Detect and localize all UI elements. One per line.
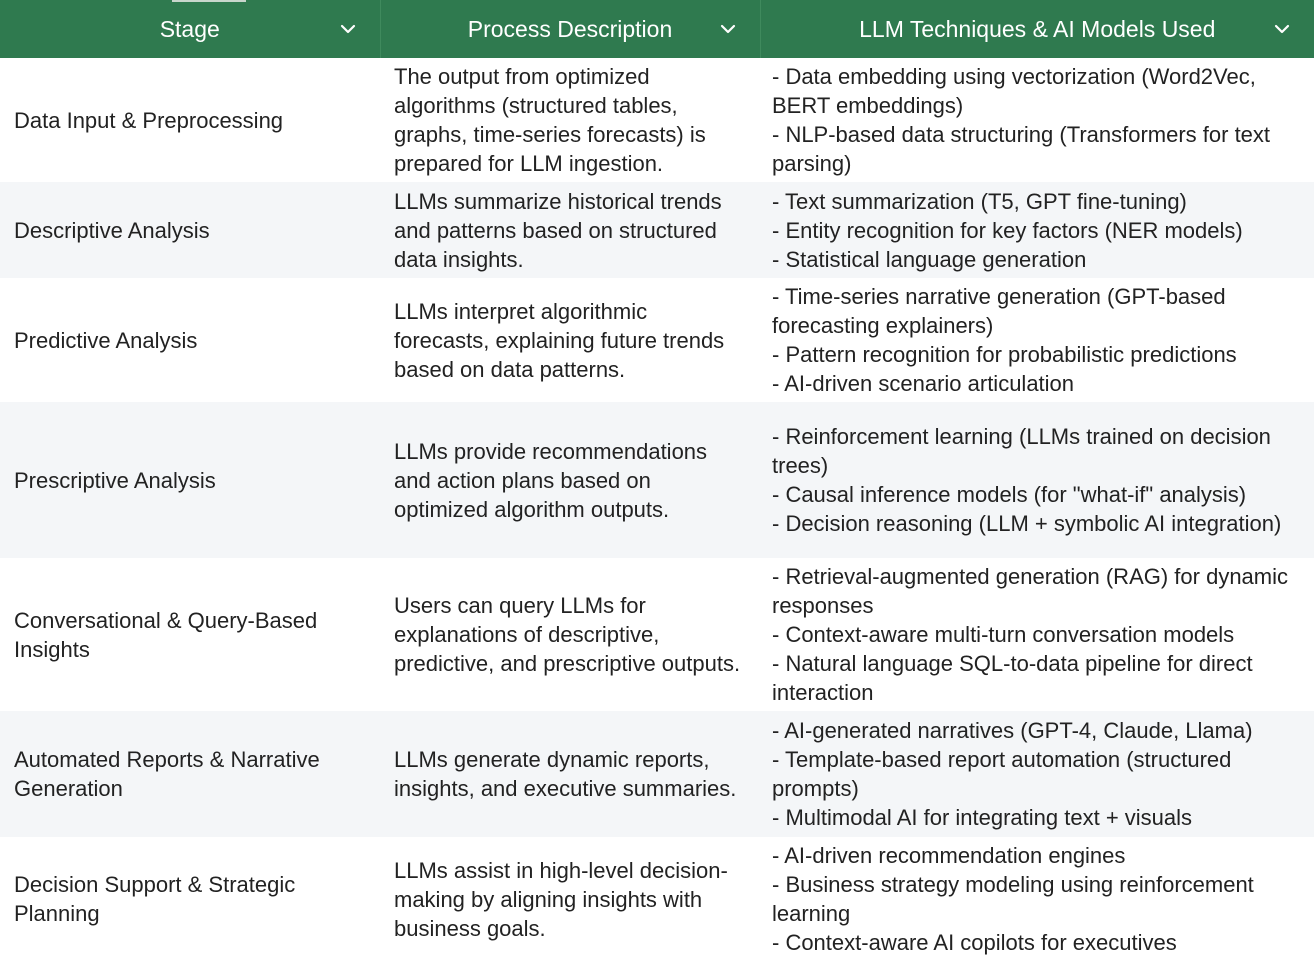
cell-stage: Predictive Analysis [0, 278, 380, 402]
cell-techniques: - Retrieval-augmented generation (RAG) for dynamic responses - Context-aware multi-turn conversation models - Natural language SQL-to-data pipeline for direct interaction [760, 558, 1314, 711]
cell-stage: Automated Reports & Narrative Generation [0, 711, 380, 837]
cell-description: The output from optimized algorithms (structured tables, graphs, time-series forecasts) is prepared for LLM ingestion. [380, 58, 760, 182]
column-header-label: LLM Techniques & AI Models Used [859, 15, 1216, 42]
cell-description: Users can query LLMs for explanations of descriptive, predictive, and prescriptive outputs. [380, 558, 760, 711]
cell-stage: Decision Support & Strategic Planning [0, 837, 380, 961]
column-header-llm-techniques[interactable] [760, 0, 1314, 58]
cell-stage: Data Input & Preprocessing [0, 58, 380, 182]
table-row [0, 182, 1314, 278]
cell-description: LLMs assist in high-level decision-making by aligning insights with business goals. [380, 837, 760, 961]
cell-techniques: - Time-series narrative generation (GPT-based forecasting explainers) - Pattern recognition for probabilistic predictions - AI-driven scenario articulation [760, 278, 1314, 402]
chevron-down-icon[interactable] [718, 19, 738, 39]
column-header-label: Stage [159, 15, 220, 42]
cell-techniques: - AI-driven recommendation engines - Business strategy modeling using reinforcement learning - Context-aware AI copilots for executives [760, 837, 1314, 961]
header-row [0, 0, 1314, 58]
cell-techniques: - Text summarization (T5, GPT fine-tuning) - Entity recognition for key factors (NER models) - Statistical language generation [760, 182, 1314, 278]
cell-description: LLMs provide recommendations and action plans based on optimized algorithm outputs. [380, 402, 760, 558]
cell-techniques: - Reinforcement learning (LLMs trained on decision trees) - Causal inference models (for "what-if" analysis) - Decision reasoning (LLM + symbolic AI integration) [760, 402, 1314, 558]
cell-techniques: - AI-generated narratives (GPT-4, Claude, Llama) - Template-based report automation (structured prompts) - Multimodal AI for integrating text + visuals [760, 711, 1314, 837]
table-row [0, 402, 1314, 558]
column-header-stage[interactable] [0, 0, 380, 58]
cell-description: LLMs summarize historical trends and patterns based on structured data insights. [380, 182, 760, 278]
chevron-down-icon[interactable] [338, 19, 358, 39]
cell-stage: Descriptive Analysis [0, 182, 380, 278]
cell-techniques: - Data embedding using vectorization (Word2Vec, BERT embeddings) - NLP-based data structuring (Transformers for text parsing) [760, 58, 1314, 182]
table-row [0, 558, 1314, 711]
column-header-label: Process Description [467, 15, 673, 42]
column-header-process-description[interactable] [380, 0, 760, 58]
cell-description: LLMs interpret algorithmic forecasts, explaining future trends based on data patterns. [380, 278, 760, 402]
table-body [0, 58, 1314, 961]
table-row [0, 278, 1314, 402]
cell-stage: Conversational & Query-Based Insights [0, 558, 380, 711]
cell-description: LLMs generate dynamic reports, insights, and executive summaries. [380, 711, 760, 837]
chevron-down-icon[interactable] [1272, 19, 1292, 39]
table-row [0, 711, 1314, 837]
table-row [0, 58, 1314, 182]
cell-stage: Prescriptive Analysis [0, 402, 380, 558]
table-header [0, 0, 1314, 58]
table-row [0, 837, 1314, 961]
